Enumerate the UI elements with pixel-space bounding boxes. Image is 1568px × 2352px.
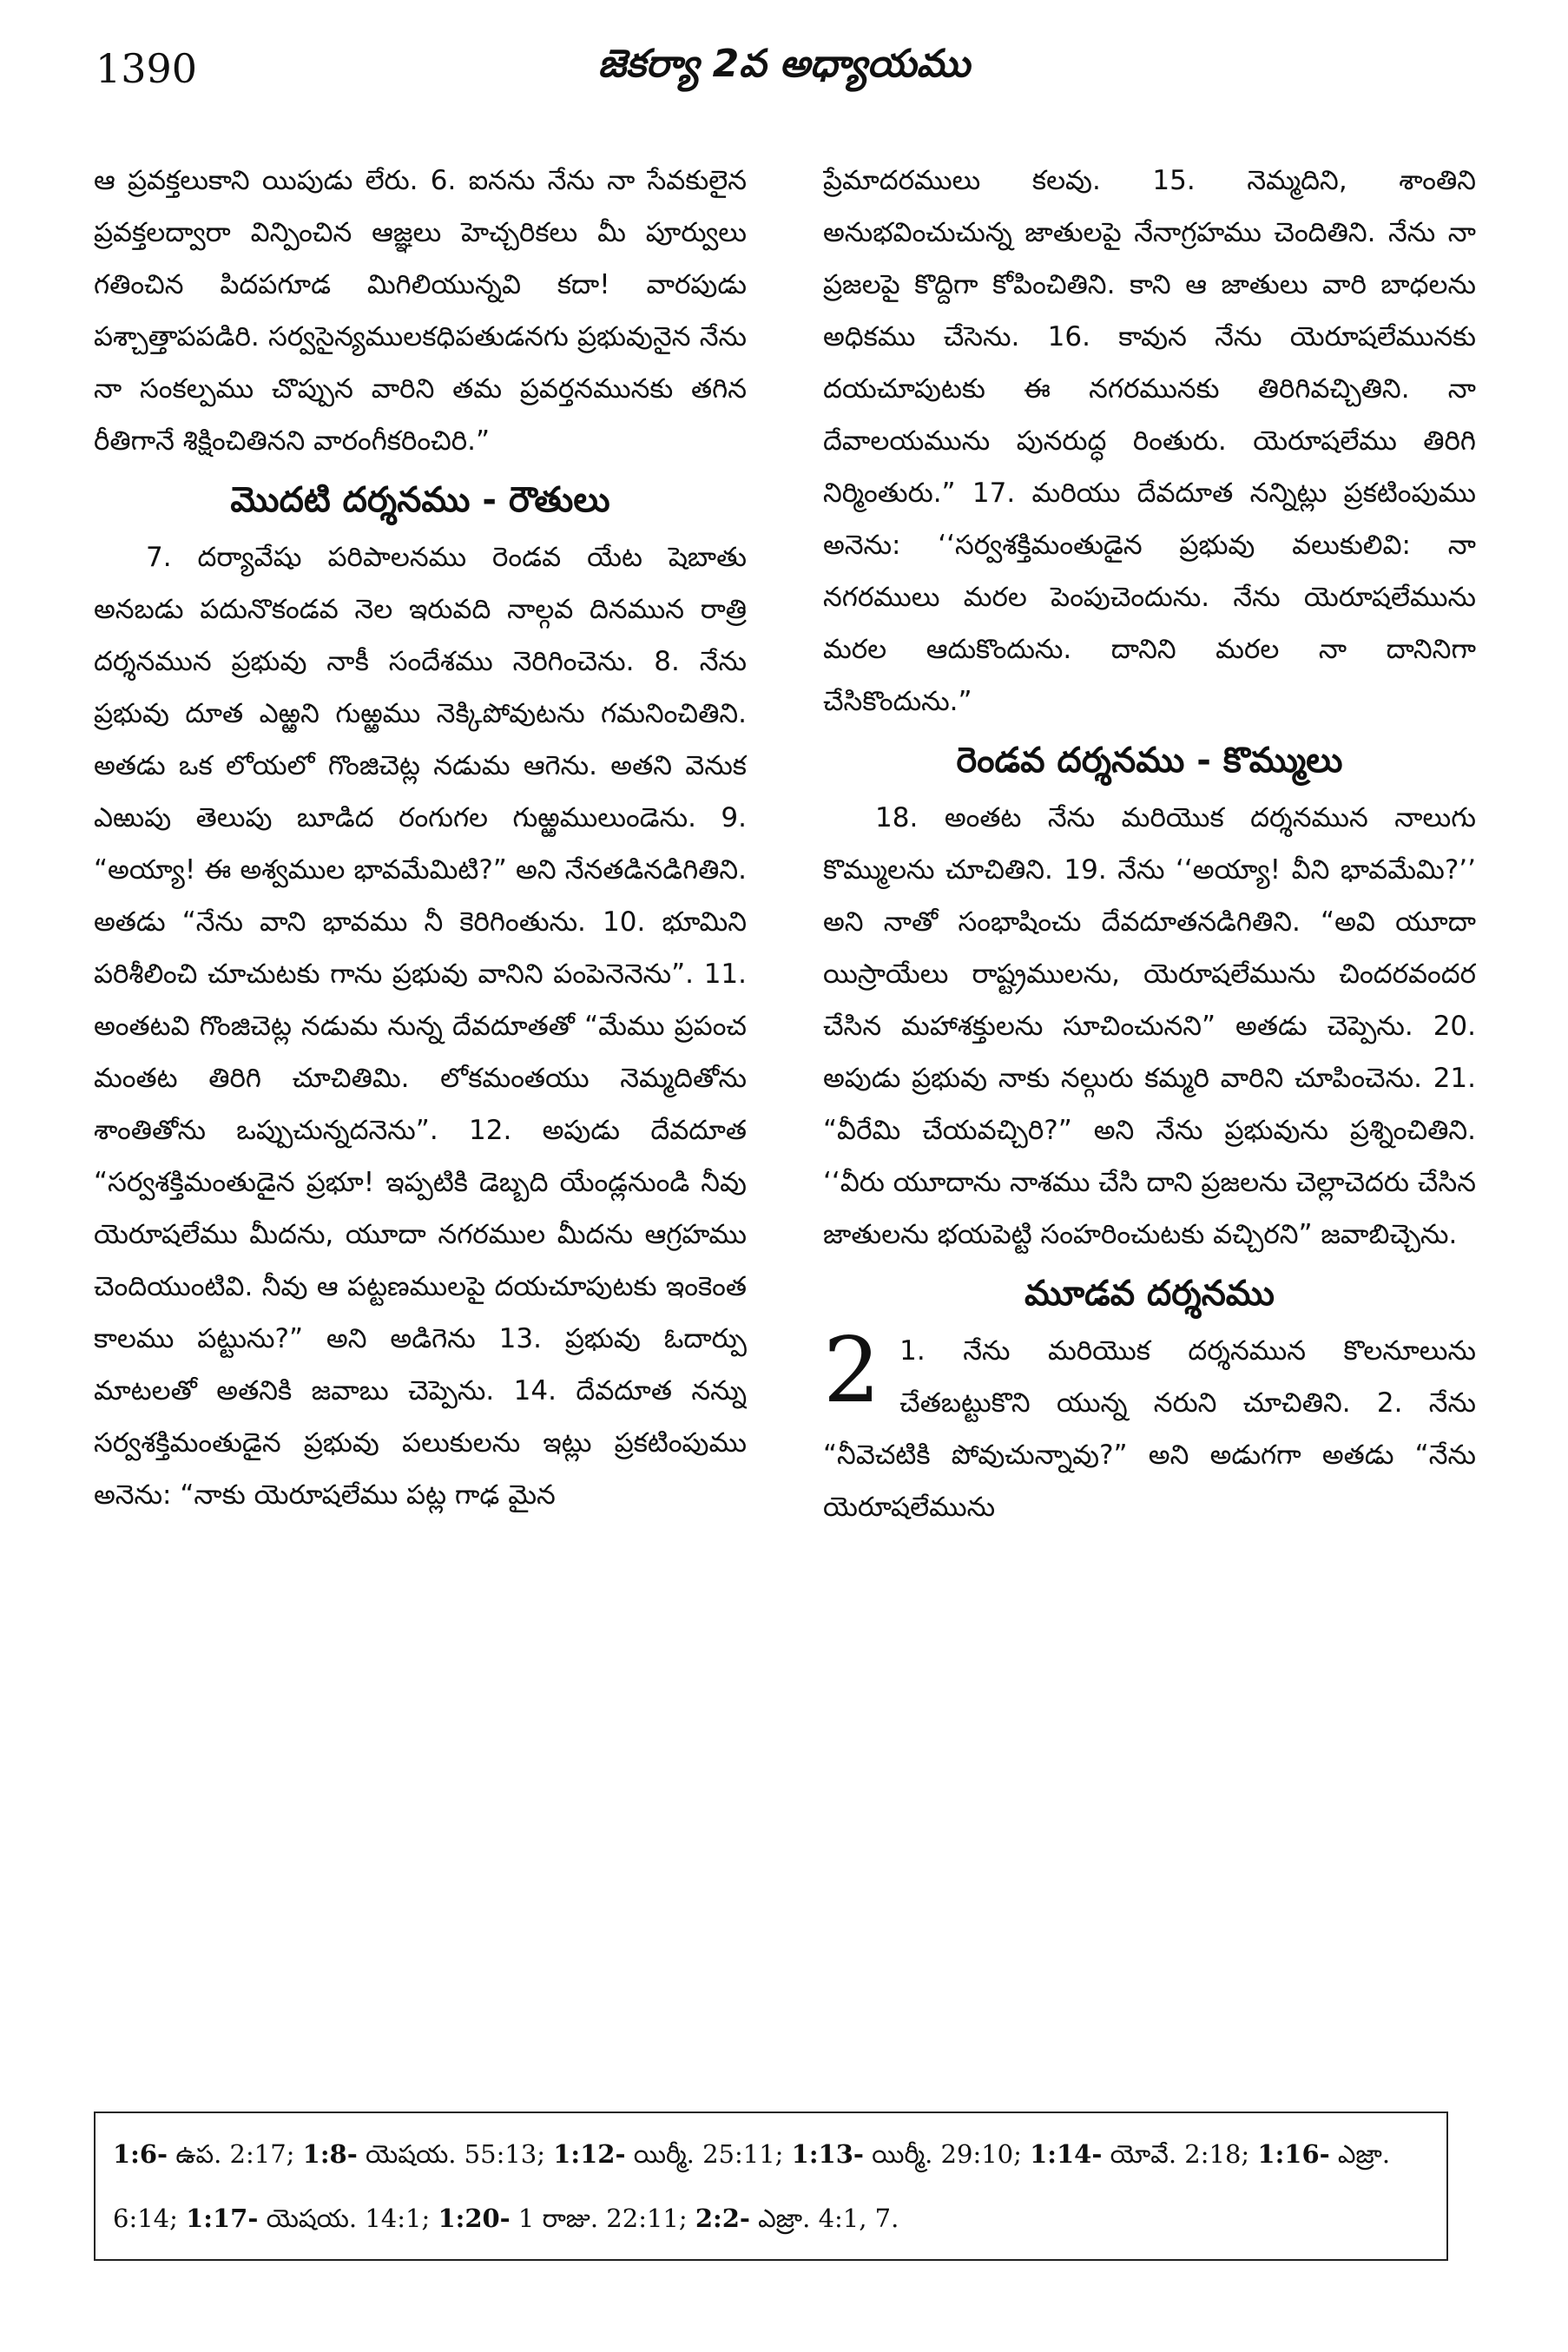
text-columns <box>94 155 1476 2091</box>
section-heading: మొదటి దర్శనము - రౌతులు <box>230 480 610 520</box>
footnote-ref: 1:13- <box>791 2139 864 2169</box>
page-number: 1390 <box>96 45 198 92</box>
footnote-ref: 1:17- <box>186 2204 259 2233</box>
footnote-text: యెషయ. 14:1; <box>258 2204 438 2233</box>
footnote-text: యిర్మీ. 29:10; <box>863 2139 1031 2169</box>
footnote-ref: 1:6- <box>113 2139 168 2169</box>
footnote-text: 1 రాజు. 22:11; <box>510 2204 695 2233</box>
paragraph: 1. నేను మరియొక దర్శనమున కొలనూలును చేతబట్టుకొని యున్న నరుని చూచితిని. 2. నేను “నీవెచటికి పోవుచున్నావు?” అని అడుగగా అతడు “నేను యెరూషలేమును <box>823 1335 1476 1523</box>
left-column <box>94 155 747 2091</box>
paragraph: ఆ ప్రవక్తలుకాని యిపుడు లేరు. 6. ఐనను నేను నా సేవకులైన ప్రవక్తలద్వారా విన్పించిన ఆజ్ఞలు హెచ్చరికలు మీ పూర్వులు గతించిన పిదపగూడ మిగిలియున్నవి కదా! వారపుడు పశ్చాత్తాపపడిరి. సర్వసైన్యములకధిపతుడనగు ప్రభువునైన నేను నా సంకల్పము చొప్పున వారిని తమ ప్రవర్తనమునకు తగిన రీతిగానే శిక్షించితినని వారంగీకరించిరి.” <box>94 165 747 457</box>
footnote-text: యిర్మీ. 25:11; <box>625 2139 792 2169</box>
right-column <box>823 155 1476 2091</box>
footnote-ref: 1:20- <box>438 2204 511 2233</box>
chapter-start <box>823 1317 1476 1533</box>
section-heading: రెండవ దర్శనము - కొమ్ములు <box>956 741 1343 781</box>
chapter-number: 2 <box>823 1317 881 1423</box>
paragraph: 7. దర్యావేషు పరిపాలనము రెండవ యేట షెబాతు అనబడు పదునొకండవ నెల ఇరువది నాల్గవ దినమున రాత్రి దర్శనమున ప్రభువు నాకీ సందేశము నెరిగించెను. 8. నేను ప్రభువు దూత ఎఱ్ఱని గుఱ్ఱము నెక్కిపోవుటను గమనించితిని. అతడు ఒక లోయలో గొంజిచెట్ల నడుమ ఆగెను. అతని వెనుక ఎఱుపు తెలుపు బూడిద రంగుగల గుఱ్ఱములుండెను. 9. “అయ్యా! ఈ అశ్వముల భావమేమిటి?” అని నేనతడినడిగితిని. అతడు “నేను వాని భావము నీ కెరిగింతును. 10. భూమిని పరిశీలించి చూచుటకు గాను ప్రభువు వానిని పంపెనెనెను”. 11. అంతటవి గొంజిచెట్ల నడుమ నున్న దేవదూతతో “మేము ప్రపంచ మంతట తిరిగి చూచితిమి. లోకమంతయు నెమ్మదితోను శాంతితోను ఒప్పుచున్నదనెను”. 12. అపుడు దేవదూత “సర్వశక్తిమంతుడైన ప్రభూ! ఇప్పటికి డెబ్బది యేండ్లనుండి నీవు యెరూషలేము మీదను, యూదా నగరముల మీదను ఆగ్రహము చెందియుంటివి. నీవు ఆ పట్టణములపై దయచూపుటకు ఇంకెంత కాలము పట్టును?” అని అడిగెను 13. ప్రభువు ఓదార్పు మాటలతో అతనికి జవాబు చెప్పెను. 14. దేవదూత నన్ను సర్వశక్తిమంతుడైన ప్రభువు పలుకులను ఇట్లు ప్రకటింపుము అనెను: “నాకు యెరూషలేము పట్ల గాఢ మైన <box>94 542 747 1511</box>
paragraph: 18. అంతట నేను మరియొక దర్శనమున నాలుగు కొమ్ములను చూచితిని. 19. నేను ‘‘అయ్యా! వీని భావమేమి?’’ అని నాతో సంభాషించు దేవదూతనడిగితిని. “అవి యూదా యిస్రాయేలు రాష్ట్రములను, యెరూషలేమును చిందరవందర చేసిన మహాశక్తులను సూచించునని” అతడు చెప్పెను. 20. అపుడు ప్రభువు నాకు నల్గురు కమ్మరి వారిని చూపించెను. 21. “వీరేమి చేయవచ్చిరి?” అని నేను ప్రభువును ప్రశ్నించితిని. ‘‘వీరు యూదాను నాశము చేసి దాని ప్రజలను చెల్లాచెదరు చేసిన జాతులను భయపెట్టి సంహరించుటకు వచ్చిరని” జవాబిచ్చెను. <box>823 802 1476 1250</box>
footnotes-box <box>94 2112 1448 2261</box>
footnote-text: ఉప. 2:17; <box>168 2139 303 2169</box>
paragraph: ప్రేమాదరములు కలవు. 15. నెమ్మదిని, శాంతిని అనుభవించుచున్న జాతులపై నేనాగ్రహము చెందితిని. నేను నా ప్రజలపై కొద్దిగా కోపించితిని. కాని ఆ జాతులు వారి బాధలను అధికము చేసెను. 16. కావున నేను యెరూషలేమునకు దయచూపుటకు ఈ నగరమునకు తిరిగివచ్చితిని. నా దేవాలయమును పునరుద్ధ రింతురు. యెరూషలేము తిరిగి నిర్మింతురు.” 17. మరియు దేవదూత నన్నిట్లు ప్రకటింపుము అనెను: ‘‘సర్వశక్తిమంతుడైన ప్రభువు వలుకులివి: నా నగరములు మరల పెంపుచెందును. నేను యెరూషలేమును మరల ఆదుకొందును. దానిని మరల నా దానినిగా చేసికొందును.” <box>823 165 1476 717</box>
footnote-ref: 1:12- <box>553 2139 626 2169</box>
running-head: జెకర్యా 2వ అధ్యాయము <box>597 42 971 86</box>
footnote-ref: 2:2- <box>695 2204 750 2233</box>
footnote-ref: 1:14- <box>1030 2139 1103 2169</box>
footnote-text: యోవే. 2:18; <box>1102 2139 1258 2169</box>
section-heading: మూడవ దర్శనము <box>1024 1274 1275 1314</box>
footnote-ref: 1:8- <box>302 2139 358 2169</box>
footnote-text: యెషయ. 55:13; <box>357 2139 554 2169</box>
footnote-text: ఎజ్రా. 4:1, 7. <box>749 2204 899 2233</box>
footnote-text: ఎజ్రా. 6:14; <box>113 2139 1391 2233</box>
footnote-ref: 1:16- <box>1257 2139 1330 2169</box>
